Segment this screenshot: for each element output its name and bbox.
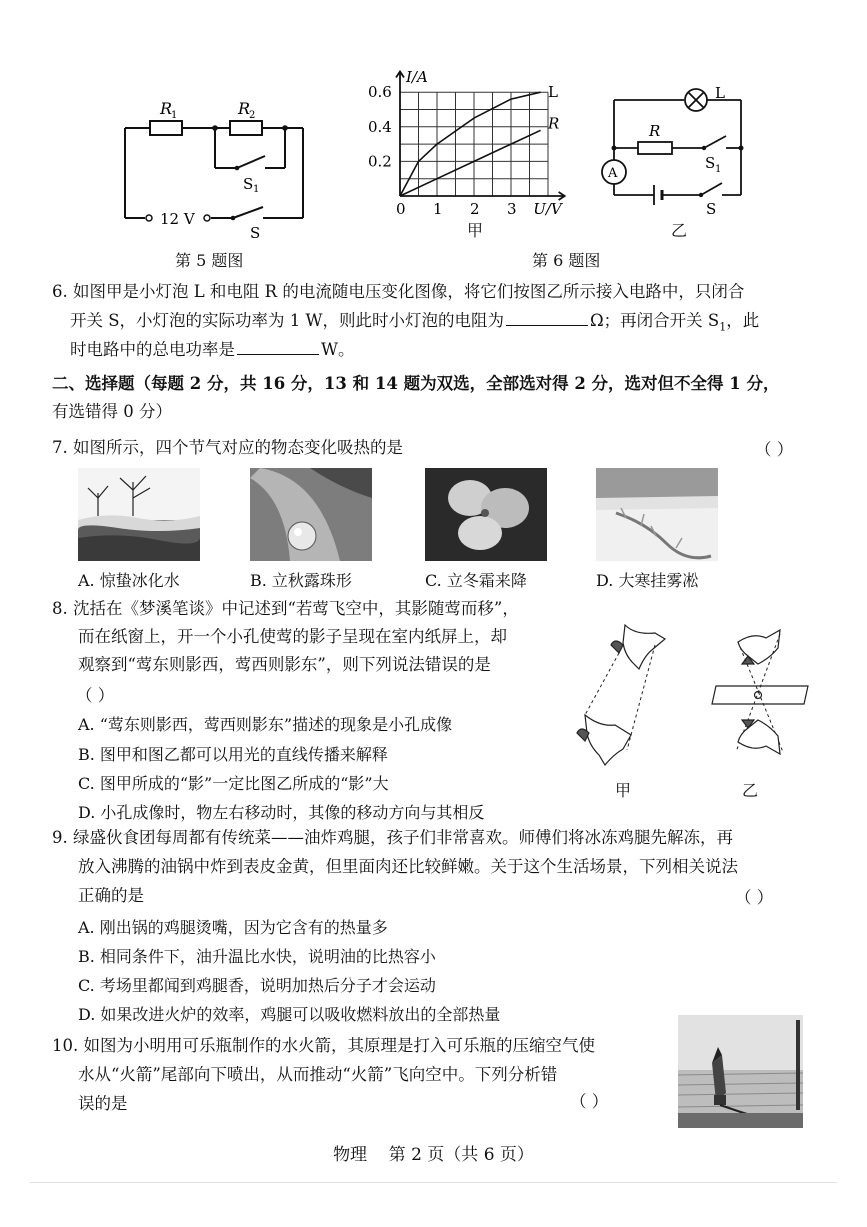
x-tick-label: 0 — [396, 200, 406, 218]
label-voltage: 12 V — [160, 210, 195, 228]
q9-option-c[interactable]: C. 考场里都闻到鸡腿香，说明加热后分子才会运动 — [78, 976, 436, 995]
circuit6-caption-yi: 乙 — [671, 221, 688, 240]
fig5-caption: 第 5 题图 — [175, 251, 244, 270]
answer-blank-resistance[interactable] — [506, 309, 588, 326]
q9-answer-paren[interactable]: （ ） — [735, 888, 774, 907]
y-axis-label: I/A — [406, 68, 428, 86]
circuit-diagram-q5 — [115, 90, 325, 240]
y-tick-label: 0.4 — [368, 117, 392, 136]
y-tick-label: 0.2 — [368, 152, 392, 171]
q10-line-2: 水从“火箭”尾部向下喷出，从而推动“火箭”飞向空中。下列分析错 — [78, 1065, 558, 1084]
q9-line-3: 正确的是 — [78, 886, 144, 905]
fig6-caption: 第 6 题图 — [532, 251, 601, 270]
current-voltage-graph — [362, 68, 567, 238]
q9-option-b[interactable]: B. 相同条件下，油升温比水快，说明油的比热容小 — [78, 947, 436, 966]
label-q6-s: S — [706, 200, 717, 218]
q6-line-2: 开关 S，小灯泡的实际功率为 1 W，则此时小灯泡的电阻为 Ω；再闭合开关 $S_1$，此 — [70, 311, 760, 334]
bottom-divider — [30, 1182, 837, 1183]
x-tick-label: 3 — [507, 200, 517, 218]
series-line-r — [400, 130, 541, 196]
section2-header: 二、选择题（每题 2 分，共 16 分，13 和 14 题为双选，全部选对得 2 分，选对但不全得 1 分， — [52, 374, 780, 393]
y-tick-label: 0.6 — [368, 83, 392, 102]
q8-option-a[interactable]: A. “莺东则影西，莺西则影东”描述的现象是小孔成像 — [78, 715, 453, 734]
photo-dewdrop — [250, 468, 372, 561]
label-lamp-l: L — [715, 84, 725, 102]
legend-label-r: R — [548, 114, 560, 133]
q7-option-a[interactable]: A. 惊蛰冰化水 — [78, 571, 180, 590]
q7-option-c[interactable]: C. 立冬霜来降 — [425, 571, 527, 590]
q9-option-a[interactable]: A. 刚出锅的鸡腿烫嘴，因为它含有的热量多 — [78, 918, 388, 937]
answer-blank-power[interactable] — [237, 338, 319, 355]
label-q6-s1: S — [705, 154, 716, 172]
q10-line-3: 误的是 — [78, 1094, 128, 1113]
q7-stem: 7. 如图所示，四个节气对应的物态变化吸热的是 — [52, 438, 403, 457]
q8-line-3: 观察到“莺东则影西，莺西则影东”，则下列说法错误的是 — [78, 655, 491, 674]
q8-option-c[interactable]: C. 图甲所成的“影”一定比图乙所成的“影”大 — [78, 774, 389, 793]
photo-water-rocket — [678, 1015, 803, 1128]
q7-option-b[interactable]: B. 立秋露珠形 — [250, 571, 352, 590]
legend-label-l: L — [548, 83, 558, 102]
ammeter-label: A — [608, 166, 618, 181]
q6-line-3: 时电路中的总电功率是 W。 — [70, 340, 355, 359]
q6-line-1: 6. 如图甲是小灯泡 L 和电阻 R 的电流随电压变化图像，将它们按图乙所示接入电路中，只闭合 — [52, 282, 745, 301]
pinhole-figure-caption-yi: 乙 — [742, 781, 759, 800]
bird-shadow-figure-jia — [575, 615, 675, 780]
label-s1-sub: 1 — [253, 184, 260, 195]
photo-frost-leaf — [425, 468, 547, 561]
graph-caption-jia: 甲 — [467, 221, 484, 240]
circuit-diagram-q6 — [596, 80, 756, 220]
q10-answer-paren[interactable]: （ ） — [570, 1092, 609, 1111]
q9-line-1: 9. 绿盛伙食团每周都有传统菜——油炸鸡腿，孩子们非常喜欢。师傅们将冰冻鸡腿先解冻，再 — [52, 828, 733, 847]
x-tick-label: 1 — [433, 200, 443, 218]
q9-option-d[interactable]: D. 如果改进火炉的效率，鸡腿可以吸收燃料放出的全部热量 — [78, 1005, 501, 1024]
q8-line-1: 8. 沈括在《梦溪笔谈》中记述到“若莺飞空中，其影随莺而移”， — [52, 599, 519, 618]
label-s: S — [250, 224, 261, 240]
photo-rime — [596, 468, 718, 561]
bird-figure-caption-jia: 甲 — [615, 781, 632, 800]
q7-answer-paren[interactable]: （ ） — [755, 440, 794, 459]
label-r2: R — [238, 99, 251, 118]
x-axis-label: U/V — [533, 200, 562, 218]
q10-line-1: 10. 如图为小明用可乐瓶制作的水火箭，其原理是打入可乐瓶的压缩空气使 — [52, 1036, 595, 1055]
label-q6-s1-sub: 1 — [715, 164, 722, 175]
pinhole-figure-yi — [708, 612, 818, 777]
label-r1-sub: 1 — [171, 110, 178, 121]
label-s1: S — [243, 175, 254, 193]
q8-answer-paren[interactable]: （ ） — [76, 686, 115, 705]
label-r1: R — [160, 99, 173, 118]
q9-line-2: 放入沸腾的油锅中炸到表皮金黄，但里面肉还比较鲜嫩。关于这个生活场景，下列相关说法 — [78, 857, 738, 876]
page-footer: 物理 第 2 页（共 6 页） — [333, 1145, 534, 1165]
photo-ice-melting — [78, 468, 200, 561]
q8-line-2: 而在纸窗上，开一个小孔使莺的影子呈现在室内纸屏上，却 — [78, 627, 507, 646]
q8-option-d[interactable]: D. 小孔成像时，物左右移动时，其像的移动方向与其相反 — [78, 803, 485, 822]
section2-header-cont: 有选错得 0 分） — [52, 402, 172, 421]
q8-option-b[interactable]: B. 图甲和图乙都可以用光的直线传播来解释 — [78, 745, 388, 764]
x-tick-label: 2 — [470, 200, 480, 218]
label-r2-sub: 2 — [249, 110, 256, 121]
label-resistor-r: R — [649, 122, 661, 140]
q7-option-d[interactable]: D. 大寒挂雾凇 — [596, 571, 699, 590]
